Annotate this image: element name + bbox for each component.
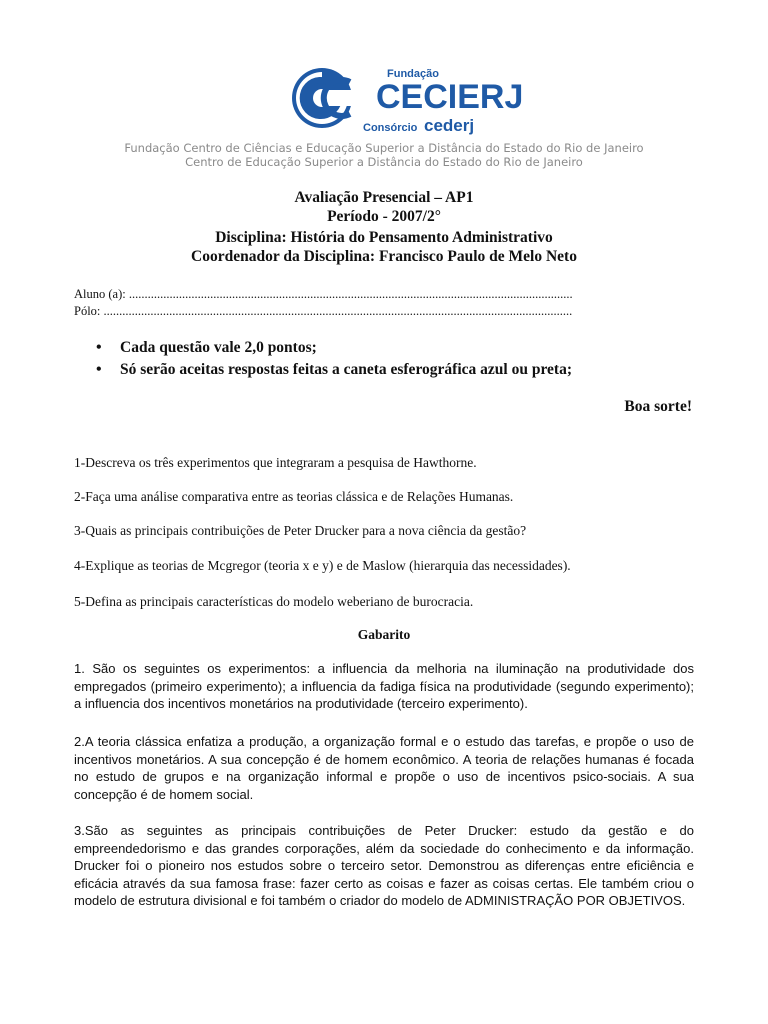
instruction-item: • Só serão aceitas respostas feitas a caneta esferográfica azul ou preta;: [96, 359, 572, 381]
exam-discipline: Disciplina: História do Pensamento Administrativo: [215, 229, 553, 246]
logo-cecierj-text: CECIERJ: [376, 78, 524, 116]
logo-fundacao-text: Fundação: [387, 68, 439, 80]
logo-cederj-text: cederj: [424, 116, 475, 135]
good-luck-text: Boa sorte!: [624, 398, 692, 415]
institution-line-2: Centro de Educação Superior a Distância do Estado do Rio de Janeiro: [185, 155, 583, 169]
question-4: 4-Explique as teorias de Mcgregor (teoria x e y) e de Maslow (hierarquia das necessidades).: [74, 558, 571, 573]
question-5: 5-Defina as principais características do modelo weberiano de burocracia.: [74, 594, 474, 609]
student-name-field: Aluno (a): ..............................................................................................................................................: [74, 287, 573, 301]
instruction-item: • Cada questão vale 2,0 pontos;: [96, 337, 572, 359]
question-3: 3-Quais as principais contribuições de Peter Drucker para a nova ciência da gestão?: [74, 523, 527, 538]
logo-consorcio-text: Consórcio: [363, 122, 418, 134]
gabarito-heading: Gabarito: [357, 627, 411, 642]
instructions-list: [96, 337, 572, 381]
answer-1: 1. São os seguintes os experimentos: a influencia da melhoria na iluminação na produtividade dos empregados (primeiro experimento); a influencia da fadiga física na produtividade (segundo experimento); a influencia dos incentivos monetários na produtividade (terceiro experimento).: [74, 661, 694, 711]
answer-3: 3.São as seguintes as principais contribuições de Peter Drucker: estudo da gestão e do empreendedorismo e das grandes corporações, além da sociedade do conhecimento e da informação. Drucker foi o pioneiro nos estudos sobre o terceiro setor. Demonstrou as diferenças entre eficiência e eficácia através da sua famosa frase: fazer certo as coisas e fazer as coisas certas. Ele também criou o modelo de estrutura divisional e foi também o criador do modelo de ADMINISTRAÇÃO POR OBJETIVOS.: [74, 823, 694, 908]
polo-field: Pólo: ......................................................................................................................................................: [74, 304, 573, 318]
exam-title: Avaliação Presencial – AP1: [294, 189, 474, 206]
question-1: 1-Descreva os três experimentos que integraram a pesquisa de Hawthorne.: [74, 455, 477, 470]
question-2: 2-Faça uma análise comparativa entre as teorias clássica e de Relações Humanas.: [74, 489, 514, 504]
exam-period: Período - 2007/2°: [327, 208, 441, 225]
institution-line-1: Fundação Centro de Ciências e Educação Superior a Distância do Estado do Rio de Janeiro: [124, 141, 644, 155]
answer-2: 2.A teoria clássica enfatiza a produção, a organização formal e o estudo das tarefas, e propõe o uso de incentivos monetários. A sua concepção é de homem econômico. A teoria de relações humanas é focada no estudo de grupos e na organização informal e propõe o uso de incentivos psico-sociais. A sua concepção é de homem social.: [74, 734, 694, 802]
exam-coordinator: Coordenador da Disciplina: Francisco Paulo de Melo Neto: [191, 248, 577, 265]
